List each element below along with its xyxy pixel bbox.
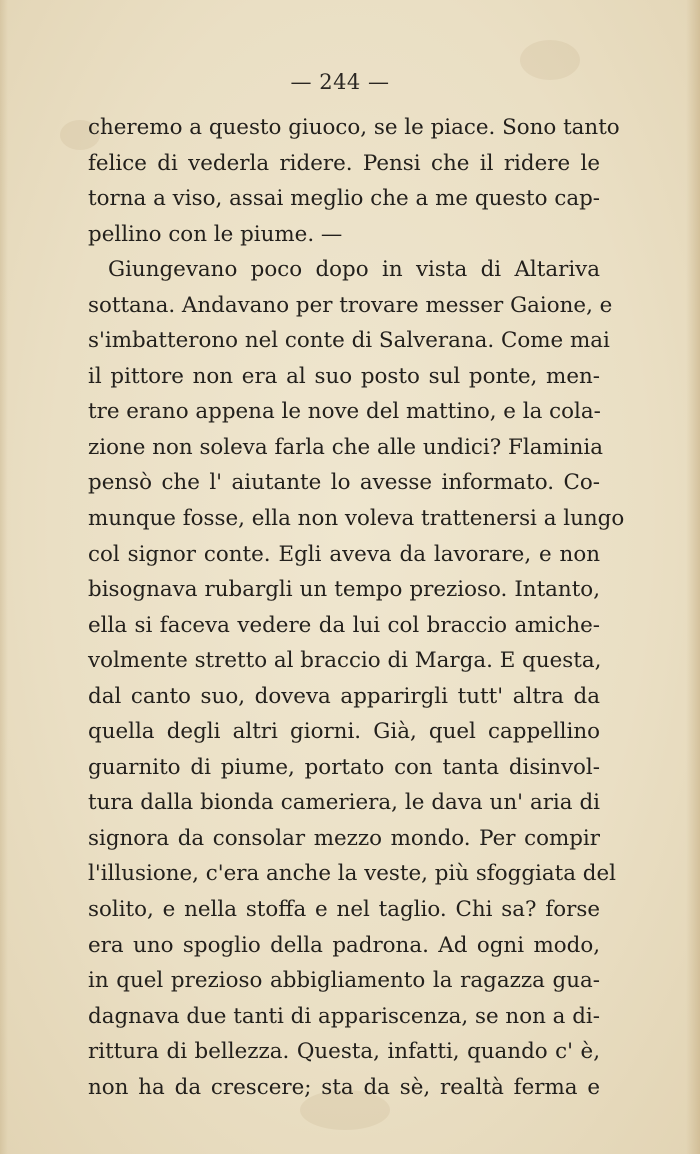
text-line: bisognava rubargli un tempo prezioso. Intanto, (88, 577, 600, 603)
text-line: signora da consolar mezzo mondo. Per compir (88, 825, 600, 851)
text-line: s'imbatterono nel conte di Salverana. Come mai (88, 328, 610, 354)
text-line: il pittore non era al suo posto sul ponte, men- (88, 363, 600, 389)
text-line: solito, e nella stoffa e nel taglio. Chi sa? forse (88, 897, 600, 923)
text-line: rittura di bellezza. Questa, infatti, quando c' è, (88, 1039, 600, 1065)
page-left-edge-shadow (0, 0, 8, 1154)
text-line: torna a viso, assai meglio che a me questo cap- (88, 186, 600, 212)
text-line: pellino con le piume. — (88, 221, 343, 247)
text-line: quella degli altri giorni. Già, quel cappellino (88, 719, 600, 745)
page-number: — 244 — (290, 70, 390, 94)
text-line: l'illusione, c'era anche la veste, più sfoggiata del (88, 861, 616, 887)
text-line: col signor conte. Egli aveva da lavorare, e non (88, 541, 600, 567)
text-line: non ha da crescere; sta da sè, realtà ferma e (88, 1074, 600, 1100)
text-line: munque fosse, ella non voleva trattenersi a lungo (88, 506, 625, 532)
text-line: Giungevano poco dopo in vista di Altariva (108, 257, 600, 283)
text-line: in quel prezioso abbigliamento la ragazza gua- (88, 968, 600, 994)
text-line: pensò che l' aiutante lo avesse informato. Co- (88, 470, 600, 496)
text-line: era uno spoglio della padrona. Ad ogni modo, (88, 932, 600, 958)
text-line: ella si faceva vedere da lui col braccio amiche- (88, 612, 600, 638)
page-right-edge-shadow (686, 0, 700, 1154)
text-line: guarnito di piume, portato con tanta disinvol- (88, 754, 600, 780)
text-line: volmente stretto al braccio di Marga. E questa, (88, 648, 602, 674)
text-line: dagnava due tanti di appariscenza, se non a di- (88, 1003, 600, 1029)
body-text (88, 110, 625, 1105)
text-line: felice di vederla ridere. Pensi che il ridere le (88, 150, 600, 176)
text-line: cheremo a questo giuoco, se le piace. Sono tanto (88, 115, 620, 140)
text-line: zione non soleva farla che alle undici? Flaminia (88, 434, 603, 460)
text-line: sottana. Andavano per trovare messer Gaione, e (88, 292, 613, 318)
text-line: dal canto suo, doveva apparirgli tutt' altra da (88, 683, 600, 709)
text-line: tre erano appena le nove del mattino, e la cola- (88, 399, 601, 425)
text-line: tura dalla bionda cameriera, le dava un' aria di (88, 790, 600, 816)
